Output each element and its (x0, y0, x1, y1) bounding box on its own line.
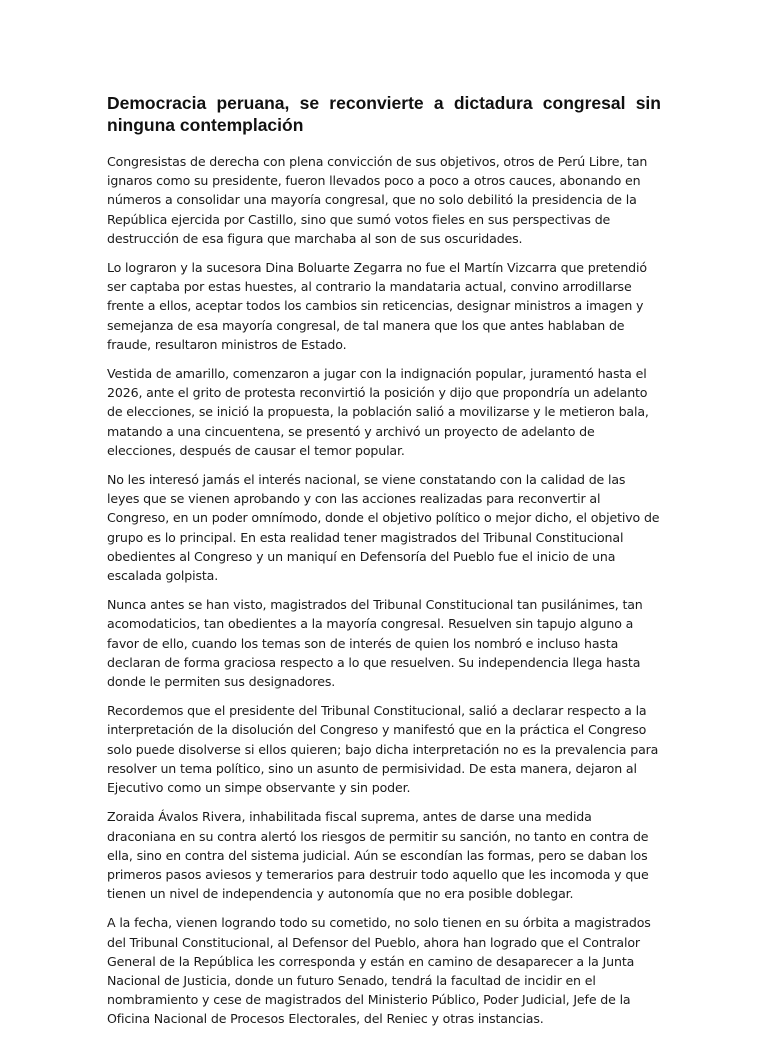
paragraph-8: A la fecha, vienen logrando todo su cometido, no solo tienen en su órbita a magistrados del Tribunal Constitucional, al Defensor del Pueblo, ahora han logrado que el Contralor General de la República les corresponda y están en camino de desaparecer a la Junta Nacional de Justicia, donde un futuro Senado, tendrá la facultad de incidir en el nombramiento y cese de magistrados del Ministerio Público, Poder Judicial, Jefe de la Oficina Nacional de Procesos Electorales, del Reniec y otras instancias. (107, 915, 651, 1027)
document-title: Democracia peruana, se reconvierte a dictadura congresal sin ninguna contemplación (107, 93, 661, 135)
paragraph-7: Zoraida Ávalos Rivera, inhabilitada fiscal suprema, antes de darse una medida draconiana en su contra alertó los riesgos de permitir su sanción, no tanto en contra de ella, sino en contra del sistema judicial. Aún se escondían las formas, pero se daban los primeros pasos aviesos y temerarios para destruir todo aquello que les incomoda y que tienen un nivel de independencia y autonomía que no era posible doblegar. (107, 809, 649, 902)
paragraph-1: Congresistas de derecha con plena convicción de sus objetivos, otros de Perú Libre, tan ignaros como su presidente, fueron llevados poco a poco a otros cauces, abonando en números a consolidar una mayoría congresal, que no solo debilitó la presidencia de la República ejercida por Castillo, sino que sumó votos fieles en sus perspectivas de destrucción de esa figura que marchaba al son de sus oscuridades. (107, 154, 648, 246)
paragraph-3: Vestida de amarillo, comenzaron a jugar con la indignación popular, juramentó hasta el 2026, ante el grito de protesta reconvirtió la posición y dijo que propondría un adelanto de elecciones, se inició la propuesta, la población salió a movilizarse y le metieron bala, matando a una cincuentena, se presentó y archivó un proyecto de adelanto de elecciones, después de causar el temor popular. (107, 366, 649, 458)
paragraph-4: No les interesó jamás el interés nacional, se viene constatando con la calidad de las leyes que se vienen aprobando y con las acciones realizadas para reconvertir al Congreso, en un poder omnímodo, donde el objetivo político o mejor dicho, el objetivo de grupo es lo principal. En esta realidad tener magistrados del Tribunal Constitucional obedientes al Congreso y un maniquí en Defensoría del Pueblo fue el inicio de una escalada golpista. (107, 472, 660, 584)
paragraph-2: Lo lograron y la sucesora Dina Boluarte Zegarra no fue el Martín Vizcarra que pretendió ser captaba por estas huestes, al contrario la mandataria actual, convino arrodillarse frente a ellos, aceptar todos los cambios sin reticencias, designar ministros a imagen y semejanza de esa mayoría congresal, de tal manera que los que antes hablaban de fraude, resultaron ministros de Estado. (107, 260, 647, 352)
paragraph-5: Nunca antes se han visto, magistrados del Tribunal Constitucional tan pusilánimes, tan acomodaticios, tan obedientes a la mayoría congresal. Resuelven sin tapujo alguno a favor de ello, cuando los temas son de interés de quien los nombró e incluso hasta declaran de forma graciosa respecto a lo que resuelven. Su independencia llega hasta donde le permiten sus designadores. (107, 597, 643, 690)
paragraph-6: Recordemos que el presidente del Tribunal Constitucional, salió a declarar respecto a la interpretación de la disolución del Congreso y manifestó que en la práctica el Congreso solo puede disolverse si ellos quieren; bajo dicha interpretación no es la prevalencia para resolver un tema político, sino un asunto de permisividad. De esta manera, dejaron al Ejecutivo como un simpe observante y sin poder. (107, 703, 659, 796)
document-page (107, 92, 661, 1039)
